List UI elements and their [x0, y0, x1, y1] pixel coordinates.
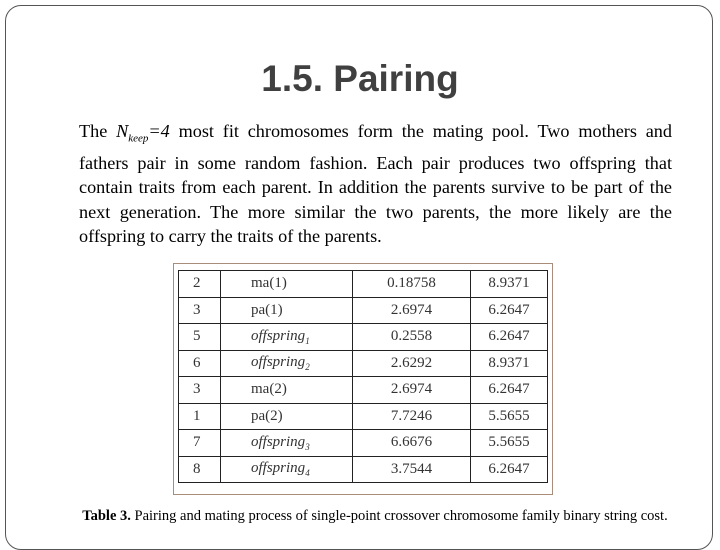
chromosome-cell: offspring$_2$ — [221, 350, 353, 377]
rank-cell: 7 — [179, 430, 221, 457]
table-row — [179, 271, 548, 298]
value1-cell: 0.2558 — [353, 324, 471, 351]
value1-cell: 3.7544 — [353, 456, 471, 483]
chromosome-cell: ma(2) — [221, 377, 353, 404]
table-row — [179, 297, 548, 324]
value2-cell: 6.2647 — [471, 456, 548, 483]
pairing-table-image — [173, 263, 553, 495]
chromosome-cell: pa(2) — [221, 403, 353, 430]
value1-cell: 2.6292 — [353, 350, 471, 377]
value1-cell: 6.6676 — [353, 430, 471, 457]
value2-cell: 8.9371 — [471, 271, 548, 298]
table-row — [179, 377, 548, 404]
rank-cell: 3 — [179, 377, 221, 404]
chromosome-cell: pa(1) — [221, 297, 353, 324]
value2-cell: 6.2647 — [471, 377, 548, 404]
value2-cell: 8.9371 — [471, 350, 548, 377]
body-paragraph: The $N_{keep}=4$ most fit chromosomes form the mating pool. Two mothers and fathers pair in some random fashion. Each pair produces two offspring that contain traits from each parent. In addition the parents survive to be part of the next generation. The more similar the two parents, the more likely are the offspring to carry the traits of the parents. — [79, 121, 672, 247]
value2-cell: 5.5655 — [471, 403, 548, 430]
chromosome-cell: offspring$_1$ — [221, 324, 353, 351]
table-caption: Table 3. Pairing and mating process of single-point crossover chromosome family binary string cost. — [82, 508, 668, 524]
n-keep-variable: $N_{keep}=4$ — [116, 121, 170, 145]
table-row — [179, 430, 548, 457]
value2-cell: 5.5655 — [471, 430, 548, 457]
rank-cell: 5 — [179, 324, 221, 351]
chromosome-cell: offspring$_4$ — [221, 456, 353, 483]
table-row — [179, 403, 548, 430]
rank-cell: 2 — [179, 271, 221, 298]
value1-cell: 2.6974 — [353, 297, 471, 324]
value2-cell: 6.2647 — [471, 324, 548, 351]
value1-cell: 2.6974 — [353, 377, 471, 404]
table-row — [179, 324, 548, 351]
chromosome-cell: offspring$_3$ — [221, 430, 353, 457]
value1-cell: 0.18758 — [353, 271, 471, 298]
pairing-table — [178, 270, 548, 483]
value2-cell: 6.2647 — [471, 297, 548, 324]
rank-cell: 3 — [179, 297, 221, 324]
rank-cell: 1 — [179, 403, 221, 430]
rank-cell: 6 — [179, 350, 221, 377]
table-row — [179, 350, 548, 377]
slide-title: 1.5. Pairing — [261, 58, 459, 99]
chromosome-cell: ma(1) — [221, 271, 353, 298]
table-row — [179, 456, 548, 483]
rank-cell: 8 — [179, 456, 221, 483]
value1-cell: 7.7246 — [353, 403, 471, 430]
